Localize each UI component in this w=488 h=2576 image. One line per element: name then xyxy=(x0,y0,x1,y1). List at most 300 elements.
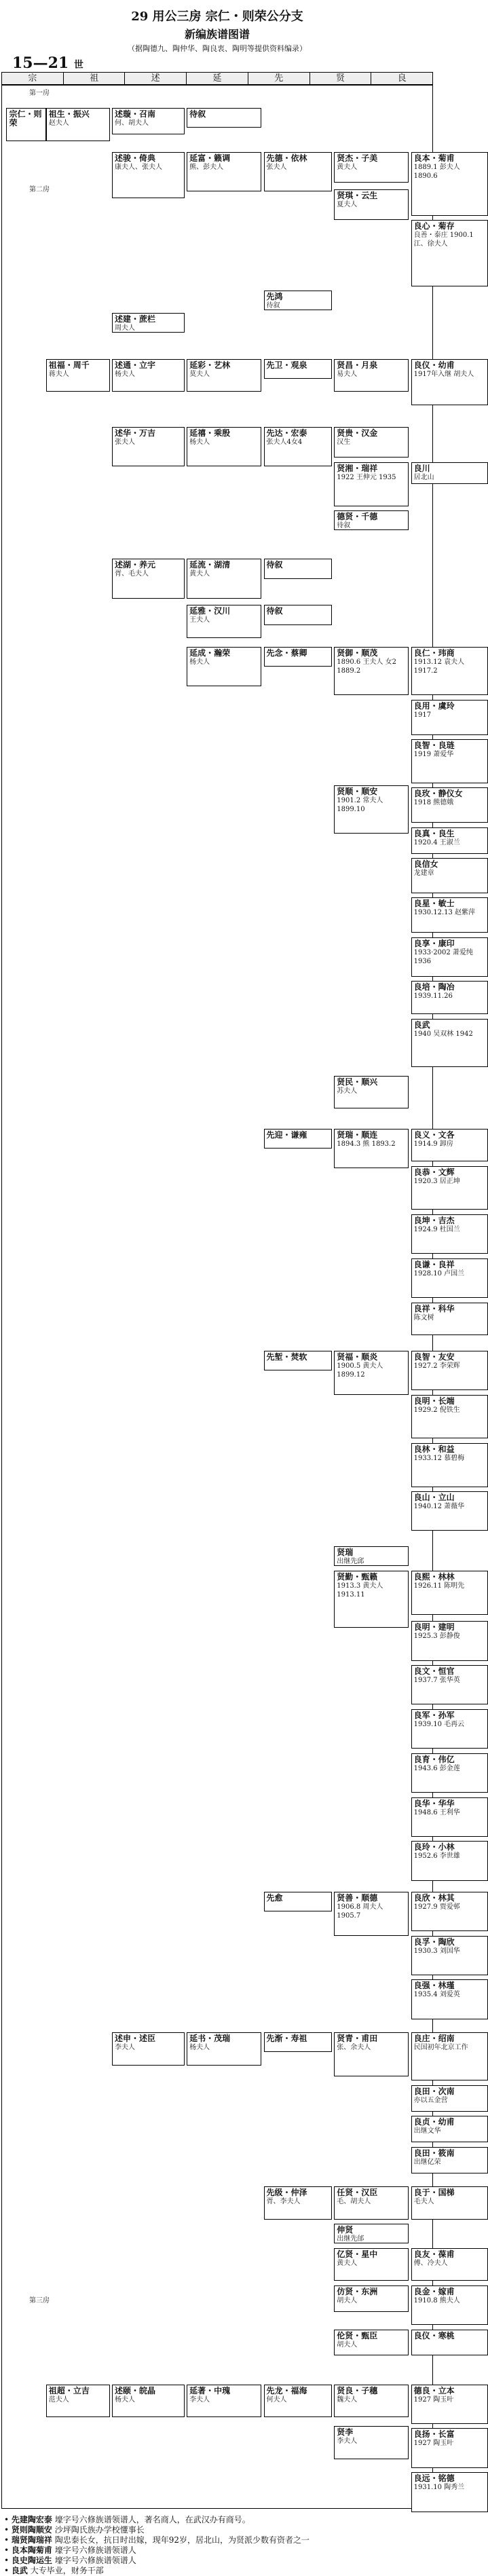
tree-node-note: 1940 吴双林 1942 xyxy=(413,1030,473,1038)
tree-node xyxy=(411,1841,488,1880)
tree-node-note: 苏夫人 xyxy=(337,1087,358,1095)
tree-node xyxy=(411,1395,488,1439)
tree-node-name: 述湖・养元 xyxy=(115,560,156,570)
tree-node xyxy=(411,1166,488,1210)
tree-node-note: 待叙 xyxy=(266,302,280,310)
tree-node-name: 述华・万吉 xyxy=(115,428,156,438)
tree-node-note: 1918 熊德娥 xyxy=(413,799,454,807)
tree-node-note: 陈文树 xyxy=(413,1313,434,1322)
tree-node-name: 述骏・倚典 xyxy=(115,153,156,163)
tree-node-name: 良孚・陶欣 xyxy=(413,1937,455,1947)
tree-node-note: 良善・泰庄 1900.1 江、徐夫人 xyxy=(413,231,474,248)
tree-node-name: 贤善・顺德 xyxy=(337,1892,378,1903)
tree-node-name: 待叙 xyxy=(266,606,283,616)
tree-node xyxy=(334,2224,409,2243)
tree-node-name: 贤民・顺兴 xyxy=(337,1077,378,1087)
tree-node xyxy=(411,220,488,286)
tree-node-note: 1939.11.26 xyxy=(413,992,453,1001)
tree-node-note: 1913.3 黄夫人 1913.11 xyxy=(337,1582,383,1599)
tree-node-name: 良庄・绍南 xyxy=(413,2034,455,2044)
tree-node-name: 良川 xyxy=(413,463,430,473)
tree-node-note: 1937.7 张华英 xyxy=(413,1677,460,1685)
tree-node-name: 先念・蔡卿 xyxy=(266,648,307,658)
tree-node-name: 贤良・子穗 xyxy=(337,2385,378,2395)
tree-node xyxy=(334,2285,409,2312)
tree-node xyxy=(264,427,332,466)
tree-node-note: 亦以五金营 xyxy=(413,2096,448,2104)
tree-node xyxy=(334,427,409,458)
tree-node-note: 1889.1 彭夫人 1890.6 xyxy=(413,164,460,180)
tree-node xyxy=(264,1892,332,1911)
tree-node-name: 良培・陶冶 xyxy=(413,982,455,992)
legend xyxy=(4,2515,425,2576)
tree-node-note: 何、胡夫人 xyxy=(115,119,149,128)
tree-node-name: 贤昌・月泉 xyxy=(337,360,378,370)
tree-node xyxy=(411,647,488,695)
tree-node xyxy=(411,1753,488,1793)
tree-node xyxy=(411,2330,488,2356)
tree-node-note: 出继先邱 xyxy=(337,1558,364,1566)
tree-node-note: 1900.5 黄夫人 1899.12 xyxy=(337,1362,383,1379)
column-header: 延 xyxy=(187,73,248,85)
tree-node-name: 先迎・谦雍 xyxy=(266,1130,307,1140)
legend-item: • 良本陶菊甫 壕字号六修族谱领谱人 xyxy=(4,2545,136,2555)
tree-node-note: 毛、胡夫人 xyxy=(337,2198,371,2205)
tree-node xyxy=(334,2186,409,2220)
tree-node-name: 德贤・千德 xyxy=(337,512,378,522)
tree-node-note: 1922 王伸元 1935 xyxy=(337,473,396,481)
tree-node-note: 1928.10 卢国兰 xyxy=(413,1269,465,1277)
tree-node xyxy=(411,1892,488,1931)
tree-node-note: 杨夫人 xyxy=(115,2395,135,2404)
tree-node-name: 良仁・玮商 xyxy=(413,648,455,658)
tree-node xyxy=(264,2186,332,2220)
legend-item: • 良史陶运生 壕字号六修族谱领谱人 xyxy=(4,2556,136,2565)
tree-node-name: 贤勤・甄籁 xyxy=(337,1571,378,1582)
tree-node-name: 良本・菊甫 xyxy=(413,153,455,163)
tree-node-name: 贤贵・汉金 xyxy=(337,428,378,438)
tree-node-name: 良智・良琏 xyxy=(413,741,455,751)
tree-node-name: 述颐・皖晶 xyxy=(115,2385,156,2395)
tree-node-name: 贤青・甫田 xyxy=(337,2034,378,2044)
tree-node-note: 李夫人 xyxy=(337,2438,358,2446)
tree-node-name: 亿贤・星中 xyxy=(337,2249,378,2259)
tree-node-note: 1920.3 居正坤 xyxy=(413,1177,460,1185)
tree-node-note: 范夫人 xyxy=(48,2395,69,2404)
tree-node-note: 李夫人 xyxy=(115,2044,135,2052)
tree-node-note: 1917年入继 胡夫人 xyxy=(413,370,474,378)
tree-node-name: 任贤・汉臣 xyxy=(337,2188,378,2197)
tree-node-name: 待叙 xyxy=(189,109,206,119)
legend-item: • 先建陶宏泰 壕字号六修族谱领谱人，著名商人，在武汉办有商号。 xyxy=(4,2515,250,2524)
tree-node-name: 良强・林瑾 xyxy=(413,1981,455,1991)
tree-node xyxy=(187,2385,261,2418)
tree-node xyxy=(411,2186,488,2220)
tree-node-note: 胥、毛夫人 xyxy=(115,570,149,578)
tree-node xyxy=(334,1129,409,1168)
tree-node xyxy=(411,2385,488,2424)
page-subtitle: 新编族谱图谱 xyxy=(184,28,250,41)
generation-range xyxy=(12,54,83,72)
tree-node xyxy=(411,2147,488,2173)
house-label: 第三房 xyxy=(29,2297,50,2304)
tree-node-note: 张、余夫人 xyxy=(337,2044,371,2052)
tree-node-name: 延流・湖清 xyxy=(189,560,231,570)
legend-item: • 瑞贤陶瑞祥 陶忠泰长女，抗日时出嫁，现年92岁，居北山，为贤派少数有资者之一 xyxy=(4,2535,310,2545)
tree-node-note: 杨夫人 xyxy=(189,2044,210,2052)
column-header: 宗 xyxy=(2,73,64,85)
tree-node-name: 伸贤 xyxy=(337,2225,354,2235)
tree-node-note: 杨夫人 xyxy=(189,438,210,446)
tree-node-name: 良明・建明 xyxy=(413,1622,455,1632)
tree-node-name: 延雅・汉川 xyxy=(189,606,231,616)
tree-node-name: 祖生・振兴 xyxy=(48,109,90,119)
tree-node xyxy=(411,897,488,933)
tree-node-name: 良贞・幼甫 xyxy=(413,2117,455,2127)
tree-node-name: 先级・仲泽 xyxy=(266,2188,307,2197)
tree-node xyxy=(187,2032,261,2066)
tree-node-note: 1894.3 熊 1893.2 xyxy=(337,1140,396,1148)
tree-node xyxy=(334,510,409,530)
tree-node-note: 龙建章 xyxy=(413,870,434,878)
tree-node-name: 良恭・文辉 xyxy=(413,1167,455,1177)
tree-node xyxy=(411,2248,488,2281)
tree-node xyxy=(334,359,409,392)
tree-node xyxy=(334,1351,409,1395)
tree-node-note: 1933·2002 萧爱纯 1936 xyxy=(413,948,473,965)
tree-node-note: 1919 萧爱华 xyxy=(413,751,454,759)
generation-range-suffix: 世 xyxy=(73,60,83,71)
tree-node-note: 1901.2 常夫人 1899.10 xyxy=(337,797,383,814)
tree-node xyxy=(334,785,409,834)
tree-node xyxy=(411,1351,488,1390)
tree-node-name: 良林・和益 xyxy=(413,1444,455,1454)
tree-node-name: 贤湘・瑞祥 xyxy=(337,463,378,473)
tree-node xyxy=(334,2426,409,2459)
tree-node xyxy=(187,647,261,686)
tree-node-note: 王夫人 xyxy=(189,616,210,624)
tree-node-name: 先堑・焚软 xyxy=(266,1351,307,1362)
tree-node xyxy=(411,1621,488,1660)
tree-node-name: 述璇・召南 xyxy=(115,109,156,119)
column-header: 先 xyxy=(248,73,310,85)
tree-node-name: 良军・孙军 xyxy=(413,1710,455,1720)
tree-node-name: 良玲・小林 xyxy=(413,1842,455,1852)
tree-node-name: 祖超・立吉 xyxy=(48,2385,90,2395)
tree-node-name: 良田・筱南 xyxy=(413,2148,455,2158)
tree-node xyxy=(112,359,185,392)
tree-node xyxy=(411,1665,488,1704)
tree-node xyxy=(411,2472,488,2512)
tree-node xyxy=(411,1936,488,1975)
tree-node-note: 张夫人 xyxy=(115,438,135,446)
tree-node-note: 出继先邰 xyxy=(337,2235,364,2243)
tree-node xyxy=(411,1491,488,1531)
tree-node-note: 黄夫人 xyxy=(189,570,210,578)
tree-node xyxy=(6,108,45,141)
tree-node-note: 出继文华 xyxy=(413,2127,441,2135)
tree-node xyxy=(411,2085,488,2112)
tree-node-name: 良心・菊存 xyxy=(413,221,455,231)
tree-node-note: 民国初年北京工作 xyxy=(413,2044,468,2052)
tree-node xyxy=(411,700,488,735)
tree-node-name: 伦贤・甄臣 xyxy=(337,2330,378,2340)
tree-node xyxy=(411,2032,488,2080)
tree-node xyxy=(411,1258,488,1298)
tree-node xyxy=(46,108,110,141)
legend-item: • 贤则陶顺安 沙坪陶氏族办学校懂事长 xyxy=(4,2525,145,2535)
tree-node-note: 1929.2 倪铁生 xyxy=(413,1406,460,1414)
tree-node-name: 良真・良生 xyxy=(413,828,455,838)
tree-node xyxy=(264,359,332,379)
tree-node-name: 贤御・顺茂 xyxy=(337,648,378,658)
tree-node xyxy=(411,787,488,823)
tree-node-name: 宗仁・则荣 xyxy=(9,109,42,128)
tree-node xyxy=(411,827,488,854)
tree-node-name: 良育・伟亿 xyxy=(413,1754,455,1764)
tree-node-note: 1927.2 李荣辉 xyxy=(413,1362,460,1370)
tree-node-name: 良文・恒官 xyxy=(413,1666,455,1677)
tree-node-note: 1914.9 卸房 xyxy=(413,1140,453,1148)
tree-node-name: 良山・立山 xyxy=(413,1493,455,1503)
tree-node-name: 延富・籁调 xyxy=(189,153,231,163)
tree-node-note: 1910.8 熊夫人 xyxy=(413,2296,460,2304)
tree-node-note: 出继亿荣 xyxy=(413,2158,441,2166)
tree-node-note: 李夫人 xyxy=(189,2395,210,2404)
tree-node xyxy=(264,2385,332,2418)
tree-node xyxy=(187,152,261,191)
tree-node xyxy=(411,2116,488,2142)
tree-node-name: 先达・宏泰 xyxy=(266,428,307,438)
tree-node-note: 1927 陶玉叶 xyxy=(413,2440,454,2448)
tree-node-note: 张夫人 xyxy=(266,164,287,171)
tree-node-note: 1926.11 陈明先 xyxy=(413,1582,465,1590)
tree-node xyxy=(187,427,261,466)
tree-node-note: 胡夫人 xyxy=(337,2340,358,2349)
tree-node-name: 贤李 xyxy=(337,2427,354,2438)
tree-node-name: 贤瑞・顺连 xyxy=(337,1130,378,1140)
tree-node-name: 良仪・寒桃 xyxy=(413,2330,455,2340)
tree-node-note: 黄夫人 xyxy=(337,164,358,171)
tree-node-note: 易夫人 xyxy=(337,370,358,378)
house-label: 第二房 xyxy=(29,186,50,193)
tree-node xyxy=(112,427,185,466)
tree-node-name: 延禧・乘殷 xyxy=(189,428,231,438)
tree-node-note: 1931.10 陶秀兰 xyxy=(413,2484,465,2492)
tree-node-name: 良仪・幼甫 xyxy=(413,360,455,370)
tree-node-name: 良华・华华 xyxy=(413,1798,455,1808)
tree-node-note: 张夫人4女4 xyxy=(266,438,303,446)
tree-node-note: 汉生 xyxy=(337,438,351,446)
tree-node xyxy=(112,108,185,134)
tree-node-name: 先鸿 xyxy=(266,292,283,302)
tree-node-note: 1924.9 杜国兰 xyxy=(413,1225,460,1233)
column-header: 贤 xyxy=(310,73,372,85)
tree-node-name: 良玫・静仪女 xyxy=(413,789,463,799)
tree-node-name: 良金・嫁甫 xyxy=(413,2286,455,2296)
tree-node-name: 待叙 xyxy=(266,560,283,570)
tree-node-name: 贤顺・顺安 xyxy=(337,787,378,797)
tree-node-note: 何夫人 xyxy=(266,2395,287,2404)
tree-node xyxy=(334,1076,409,1109)
tree-node xyxy=(411,2285,488,2325)
tree-node-name: 贤杰・子美 xyxy=(337,153,378,163)
tree-node xyxy=(411,152,488,216)
tree-node-name: 贤福・顺炎 xyxy=(337,1351,378,1362)
tree-node-name: 良欣・林其 xyxy=(413,1892,455,1903)
tree-node-note: 黄夫人 xyxy=(337,2259,358,2267)
tree-node-note: 夏夫人 xyxy=(337,201,358,209)
tree-node xyxy=(411,937,488,977)
tree-node xyxy=(411,858,488,893)
tree-node-name: 良谦・良祥 xyxy=(413,1259,455,1269)
column-header-row xyxy=(1,72,433,86)
tree-node-note: 1943.6 彭金莲 xyxy=(413,1764,460,1772)
tree-node xyxy=(112,2385,185,2418)
tree-node xyxy=(411,1571,488,1615)
tree-node-note: 杨夫人 xyxy=(115,370,135,378)
tree-node-note: 1920.4 王淑兰 xyxy=(413,838,460,846)
tree-node-name: 德良・立本 xyxy=(413,2385,455,2395)
tree-node-name: 先卫・观泉 xyxy=(266,360,307,370)
tree-node xyxy=(411,462,488,484)
tree-node xyxy=(411,359,488,405)
column-header: 良 xyxy=(397,73,407,83)
tree-node-name: 贤瑞 xyxy=(337,1548,354,1558)
tree-node-note: 康夫人、张夫人 xyxy=(115,164,162,171)
tree-node-note: 1917 xyxy=(413,711,432,719)
tree-node-name: 良扬・长富 xyxy=(413,2429,455,2440)
tree-node xyxy=(411,1443,488,1487)
tree-node-name: 述通・立宇 xyxy=(115,360,156,370)
tree-node-name: 良明・长端 xyxy=(413,1396,455,1406)
tree-node xyxy=(334,1892,409,1936)
tree-node xyxy=(411,981,488,1014)
tree-node-name: 祖福・周千 xyxy=(48,360,90,370)
tree-node-note: 1906.8 周夫人 1905.7 xyxy=(337,1903,383,1920)
tree-node xyxy=(411,2428,488,2467)
tree-node-name: 良武 xyxy=(413,1020,430,1030)
tree-node xyxy=(334,2385,409,2418)
tree-node xyxy=(264,1129,332,1149)
tree-node xyxy=(411,1129,488,1162)
tree-node xyxy=(334,2032,409,2076)
tree-node-name: 良祥・科华 xyxy=(413,1303,455,1313)
tree-node xyxy=(411,1709,488,1749)
tree-node xyxy=(264,647,332,667)
tree-node-note: 1952.6 李世雄 xyxy=(413,1852,460,1861)
tree-node-name: 延书・茂瑞 xyxy=(189,2034,231,2044)
generation-range-value: 15—21 xyxy=(12,54,69,72)
tree-node-note: 胥、李夫人 xyxy=(266,2198,301,2205)
tree-node xyxy=(334,1546,409,1566)
tree-node xyxy=(112,2032,185,2066)
tree-node xyxy=(112,559,185,598)
tree-node xyxy=(411,739,488,783)
tree-node-note: 毛夫人 xyxy=(413,2198,434,2205)
tree-node-note: 周夫人 xyxy=(115,324,135,332)
tree-node-note: 熊、彭夫人 xyxy=(189,164,224,171)
tree-node-name: 良熙・林林 xyxy=(413,1571,455,1582)
tree-node-note: 1890.6 王夫人 女2 1889.2 xyxy=(337,658,396,675)
tree-node-name: 良田・次南 xyxy=(413,2086,455,2096)
tree-node-note: 居北山 xyxy=(413,473,434,481)
tree-node xyxy=(187,559,261,598)
tree-node-note: 1927 陶玉叶 xyxy=(413,2395,454,2404)
tree-node-name: 贤琪・云生 xyxy=(337,191,378,201)
tree-node-name: 良星・敏士 xyxy=(413,899,455,909)
tree-node xyxy=(264,559,332,578)
tree-node-note: 傅、冷夫人 xyxy=(413,2259,448,2267)
tree-node xyxy=(411,1303,488,1336)
tree-node-name: 延著・中瑰 xyxy=(189,2385,231,2395)
tree-node xyxy=(411,1214,488,1254)
column-header: 祖 xyxy=(64,73,126,85)
tree-node xyxy=(264,152,332,191)
tree-node-name: 先龙・福海 xyxy=(266,2385,307,2395)
tree-node-note: 1935.4 刘爱英 xyxy=(413,1991,460,1999)
legend-item: • 良武 大专毕业，财务干部 xyxy=(4,2566,104,2575)
tree-node xyxy=(411,1797,488,1837)
column-header: 述 xyxy=(125,73,187,85)
tree-node-name: 良坤・吉杰 xyxy=(413,1215,455,1225)
tree-node-note: 1927.9 贾爱邨 xyxy=(413,1903,460,1911)
tree-node xyxy=(334,189,409,220)
tree-node xyxy=(334,152,409,183)
tree-node-note: 杨夫人 xyxy=(189,658,210,666)
tree-node-name: 述建・蔗栏 xyxy=(115,314,156,324)
tree-node-name: 先愈 xyxy=(266,1892,283,1903)
tree-node xyxy=(187,605,261,638)
family-tree-chart xyxy=(1,84,476,2509)
tree-node-note: 1930.12.13 赵紫萍 xyxy=(413,909,476,917)
tree-node xyxy=(334,647,409,695)
tree-node-name: 述申・述臣 xyxy=(115,2034,156,2044)
tree-node xyxy=(187,108,261,128)
tree-node xyxy=(264,1351,332,1370)
house-label: 第一房 xyxy=(29,90,50,97)
tree-node-name: 良远・铭德 xyxy=(413,2474,455,2484)
tree-node-name: 延成・瀚荣 xyxy=(189,648,231,658)
tree-node-name: 良智・友安 xyxy=(413,1351,455,1362)
source-note: （据陶德九、陶仲华、陶良衷、陶明等提供资料编录） xyxy=(128,44,307,53)
page-title: 29 用公三房 宗仁・则荣公分支 xyxy=(131,10,303,24)
tree-node xyxy=(334,2330,409,2356)
tree-node xyxy=(334,1571,409,1628)
tree-node-note: 赵夫人 xyxy=(48,119,69,128)
tree-node-note: 1925.3 彭静俊 xyxy=(413,1632,460,1641)
tree-node-note: 莫夫人 xyxy=(189,370,210,378)
tree-node-name: 延彩・艺林 xyxy=(189,360,231,370)
tree-node-name: 良友・葆甫 xyxy=(413,2249,455,2259)
tree-node xyxy=(46,359,110,392)
tree-node xyxy=(112,152,185,198)
tree-node-name: 仿贤・东洲 xyxy=(337,2286,378,2296)
tree-node xyxy=(411,1019,488,1067)
tree-node-note: 胡夫人 xyxy=(337,2296,358,2304)
tree-node-name: 先渐・寿祖 xyxy=(266,2034,307,2044)
tree-node xyxy=(187,359,261,392)
tree-node xyxy=(334,462,409,506)
tree-node-note: 1940.12 萧薇华 xyxy=(413,1503,465,1511)
tree-node-name: 良信女 xyxy=(413,859,438,870)
tree-node-note: 魏夫人 xyxy=(337,2395,358,2404)
tree-node-name: 良享・康印 xyxy=(413,938,455,948)
tree-node-note: 1933.12 慕碧梅 xyxy=(413,1454,465,1462)
tree-node-name: 先德・依林 xyxy=(266,153,307,163)
tree-node-name: 良于・国梯 xyxy=(413,2188,455,2197)
tree-node-note: 待叙 xyxy=(337,522,351,530)
